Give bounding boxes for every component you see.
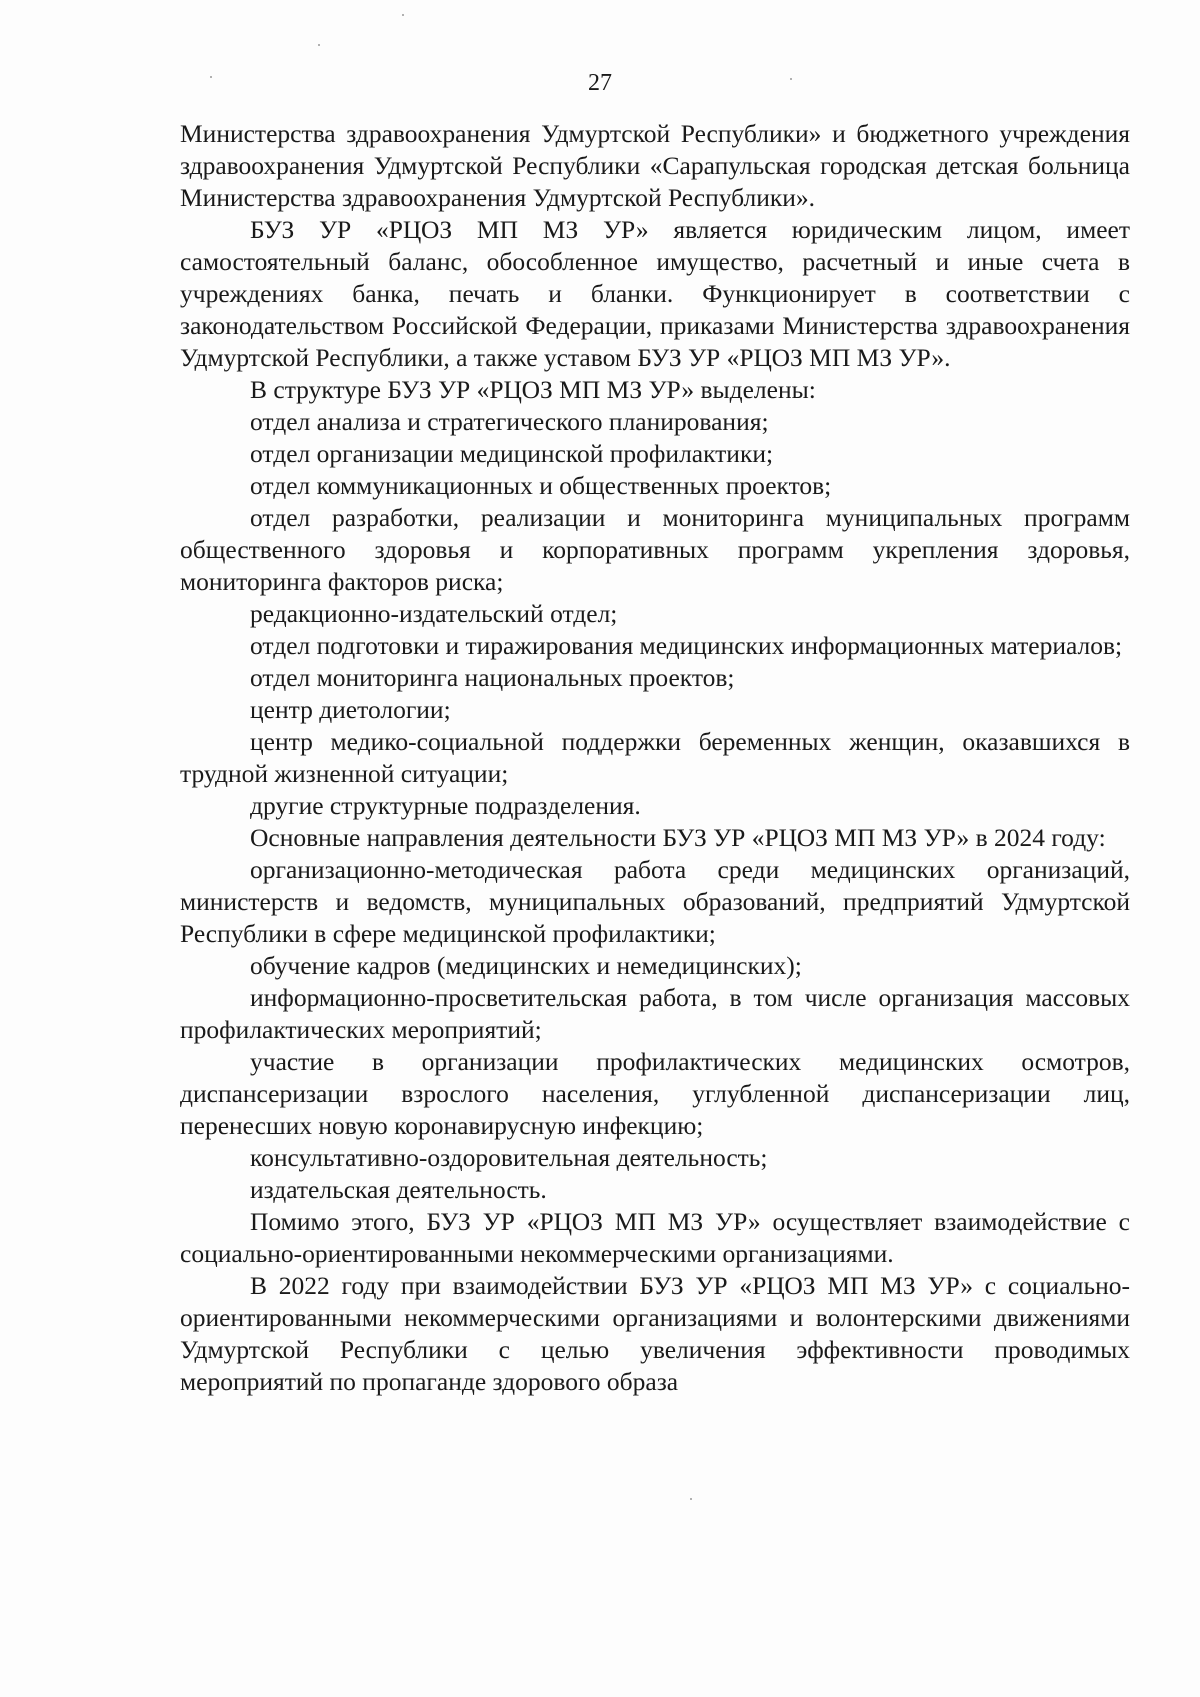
paragraph: Основные направления деятельности БУЗ УР «РЦОЗ МП МЗ УР» в 2024 году:: [250, 823, 1106, 852]
list-item: отдел коммуникационных и общественных проектов;: [250, 471, 832, 500]
paragraph: БУЗ УР «РЦОЗ МП МЗ УР» является юридическим лицом, имеет самостоятельный баланс, обособленное имущество, расчетный и иные счета в учреждениях банка, печать и бланки. Функционирует в соответствии с законодательством Российской Федерации, приказами Министерства здравоохранения Удмуртской Республики, а также уставом БУЗ УР «РЦОЗ МП МЗ УР».: [180, 215, 1130, 372]
page-number: 27: [588, 70, 612, 96]
scan-speck: [690, 1498, 692, 1500]
list-item: отдел мониторинга национальных проектов;: [250, 663, 735, 692]
list-item: центр диетологии;: [250, 695, 451, 724]
paragraph: В структуре БУЗ УР «РЦОЗ МП МЗ УР» выделены:: [250, 375, 816, 404]
scan-speck: [318, 44, 320, 46]
paragraph: В 2022 году при взаимодействии БУЗ УР «РЦОЗ МП МЗ УР» с социально-ориентированными некоммерческими организациями и волонтерскими движениями Удмуртской Республики с целью увеличения эффективности проводимых мероприятий по пропаганде здорового образа: [180, 1271, 1130, 1396]
document-body: [180, 118, 1130, 1398]
scan-speck: [402, 14, 404, 16]
list-item: консультативно-оздоровительная деятельность;: [250, 1143, 768, 1172]
list-item: другие структурные подразделения.: [250, 791, 641, 820]
list-item: отдел анализа и стратегического планирования;: [250, 407, 769, 436]
list-item: отдел разработки, реализации и мониторинга муниципальных программ общественного здоровья и корпоративных программ укрепления здоровья, мониторинга факторов риска;: [180, 503, 1130, 596]
paragraph: Помимо этого, БУЗ УР «РЦОЗ МП МЗ УР» осуществляет взаимодействие с социально-ориентированными некоммерческими организациями.: [180, 1207, 1130, 1268]
list-item: отдел подготовки и тиражирования медицинских информационных материалов;: [250, 631, 1123, 660]
list-item: издательская деятельность.: [250, 1175, 547, 1204]
list-item: обучение кадров (медицинских и немедицинских);: [250, 951, 802, 980]
paragraph: Министерства здравоохранения Удмуртской Республики» и бюджетного учреждения здравоохранения Удмуртской Республики «Сарапульская городская детская больница Министерства здравоохранения Удмуртской Республики».: [180, 119, 1130, 212]
list-item: редакционно-издательский отдел;: [250, 599, 618, 628]
list-item: участие в организации профилактических медицинских осмотров, диспансеризации взрослого населения, углубленной диспансеризации лиц, перенесших новую коронавирусную инфекцию;: [180, 1047, 1130, 1140]
list-item: организационно-методическая работа среди медицинских организаций, министерств и ведомств, муниципальных образований, предприятий Удмуртской Республики в сфере медицинской профилактики;: [180, 855, 1130, 948]
list-item: информационно-просветительская работа, в том числе организация массовых профилактических мероприятий;: [180, 983, 1130, 1044]
list-item: отдел организации медицинской профилактики;: [250, 439, 774, 468]
list-item: центр медико-социальной поддержки беременных женщин, оказавшихся в трудной жизненной ситуации;: [180, 727, 1130, 788]
